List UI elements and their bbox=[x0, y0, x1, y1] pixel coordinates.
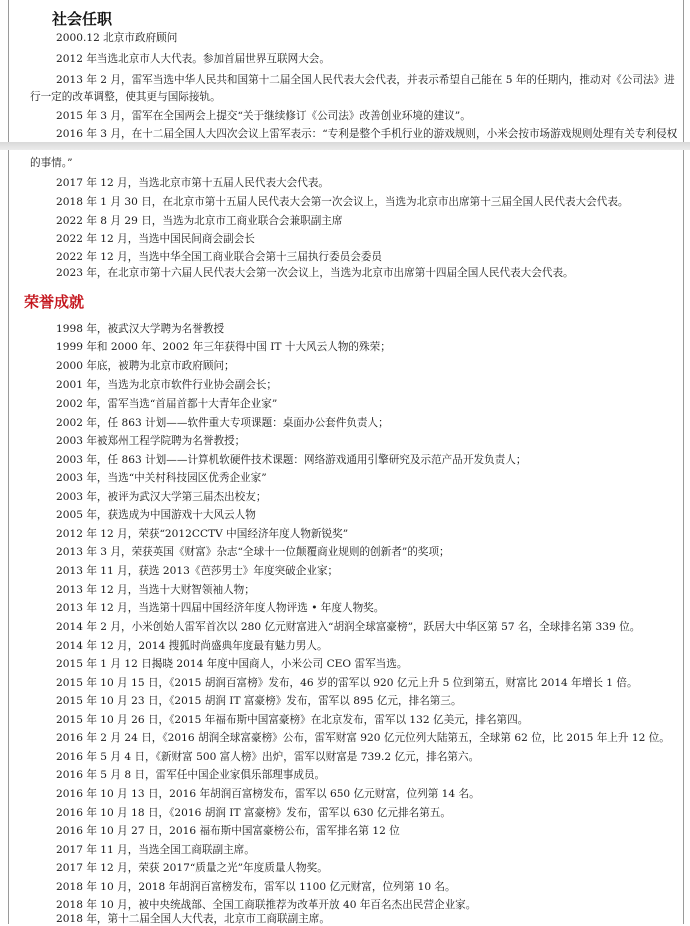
list-item: 2016 年 10 月 13 日，2016 年胡润百富榜发布，雷军以 650 亿元财富，位列第 14 名。 bbox=[56, 788, 480, 800]
list-item: 2015 年 1 月 12 日揭晓 2014 年度中国商人，小米公司 CEO 雷军当选。 bbox=[56, 658, 408, 670]
list-item: 1998 年，被武汉大学聘为名誉教授 bbox=[56, 323, 225, 335]
list-item: 2022 年 8 月 29 日，当选为北京市工商业联合会兼职副主席 bbox=[56, 215, 343, 227]
list-item-continuation: 的事情。” bbox=[30, 157, 73, 169]
list-item: 2012 年 12 月，荣获“2012CCTV 中国经济年度人物新锐奖” bbox=[56, 528, 349, 540]
list-item: 2013 年 11 月，获选 2013《芭莎男士》年度突破企业家； bbox=[56, 565, 339, 577]
list-item: 2014 年 2 月，小米创始人雷军首次以 280 亿元财富进入“胡润全球富豪榜”，跃居大中华区第 57 名，全球排名第 339 位。 bbox=[56, 621, 641, 633]
list-item: 2023 年，在北京市第十六届人民代表大会第一次会议上，当选为北京市出席第十四届全国人民代表大会代表。 bbox=[56, 267, 574, 279]
list-item: 2001 年，当选为北京市软件行业协会副会长； bbox=[56, 379, 278, 391]
list-item: 2002 年，雷军当选“首届首都十大青年企业家” bbox=[56, 398, 278, 410]
list-item: 2016 年 5 月 4 日，《新财富 500 富人榜》出炉，雷军以财富是 739.2 亿元，排名第六。 bbox=[56, 751, 480, 763]
list-item: 2000.12 北京市政府顾问 bbox=[56, 32, 178, 44]
list-item: 2013 年 12 月，当选十大财智领袖人物； bbox=[56, 584, 255, 596]
list-item: 2016 年 5 月 8 日，雷军任中国企业家俱乐部理事成员。 bbox=[56, 769, 326, 781]
list-item: 2018 年 10 月，被中央统战部、全国工商联推荐为改革开放 40 年百名杰出民营企业家。 bbox=[56, 899, 477, 911]
list-item: 2013 年 2 月，雷军当选中华人民共和国第十二届全国人民代表大会代表，并表示希望自己能在 5 年的任期内，推动对《公司法》进 bbox=[56, 74, 675, 86]
list-item: 2022 年 12 月，当选中国民间商会副会长 bbox=[56, 233, 255, 245]
list-item: 2003 年，当选“中关村科技园区优秀企业家” bbox=[56, 472, 267, 484]
list-item: 2000 年底，被聘为北京市政府顾问； bbox=[56, 360, 235, 372]
section-title-honors: 荣誉成就 bbox=[24, 293, 85, 311]
list-item: 2022 年 12 月，当选中华全国工商业联合会第十三届执行委员会委员 bbox=[56, 251, 382, 263]
list-item: 2013 年 3 月，荣获英国《财富》杂志“全球十一位颠覆商业规则的创新者”的奖项； bbox=[56, 546, 450, 558]
list-item: 2016 年 2 月 24 日，《2016 胡润全球富豪榜》公布，雷军财富 920 亿元位列大陆第五，全球第 62 位，比 2015 年上升 12 位。 bbox=[56, 732, 670, 744]
list-item: 2012 年当选北京市人大代表。参加首届世界互联网大会。 bbox=[56, 53, 330, 65]
list-item: 2003 年，任 863 计划——计算机软硬件技术课题：网络游戏通用引擎研究及示范产品开发负责人； bbox=[56, 454, 527, 466]
list-item: 2014 年 12 月，2014 搜狐时尚盛典年度最有魅力男人。 bbox=[56, 640, 328, 652]
list-item: 2018 年 10 月，2018 年胡润百富榜发布，雷军以 1100 亿元财富，位列第 10 名。 bbox=[56, 881, 456, 893]
list-item: 2015 年 10 月 26 日，《2015 年福布斯中国富豪榜》在北京发布，雷军以 132 亿美元，排名第四。 bbox=[56, 714, 529, 726]
page-separator bbox=[0, 142, 690, 150]
list-item: 2017 年 11 月，当选全国工商联副主席。 bbox=[56, 844, 255, 856]
list-item: 2018 年 1 月 30 日，在北京市第十五届人民代表大会第一次会议上，当选为北京市出席第十三届全国人民代表大会代表。 bbox=[56, 196, 629, 208]
list-item: 2016 年 3 月，在十二届全国人大四次会议上雷军表示：“专利是整个手机行业的游戏规则，小米会按市场游戏规则处理有关专利侵权 bbox=[56, 128, 678, 140]
list-item: 2017 年 12 月，当选北京市第十五届人民代表大会代表。 bbox=[56, 177, 330, 189]
list-item-continuation: 行一定的改革调整，使其更与国际接轨。 bbox=[30, 91, 221, 103]
section-title-social-positions: 社会任职 bbox=[52, 10, 113, 28]
list-item: 2015 年 10 月 15 日，《2015 胡润百富榜》发布，46 岁的雷军以 920 亿元上升 5 位到第五，财富比 2014 年增长 1 倍。 bbox=[56, 677, 638, 689]
list-item: 2003 年，被评为武汉大学第三届杰出校友； bbox=[56, 491, 267, 503]
list-item: 2016 年 10 月 18 日，《2016 胡润 IT 富豪榜》发布，雷军以 630 亿元排名第五。 bbox=[56, 807, 451, 819]
list-item: 2015 年 3 月，雷军在全国两会上提交“关于继续修订《公司法》改善创业环境的建议”。 bbox=[56, 110, 471, 122]
list-item: 2017 年 12 月，荣获 2017“质量之光”年度质量人物奖。 bbox=[56, 862, 328, 874]
list-item: 2015 年 10 月 23 日，《2015 胡润 IT 富豪榜》发布，雷军以 895 亿元，排名第三。 bbox=[56, 695, 462, 707]
list-item: 2002 年，任 863 计划——软件重大专项课题：桌面办公套件负责人； bbox=[56, 417, 389, 429]
list-item: 2016 年 10 月 27 日，2016 福布斯中国富豪榜公布，雷军排名第 12 位 bbox=[56, 825, 400, 837]
list-item: 2005 年，获选成为中国游戏十大风云人物 bbox=[56, 509, 256, 521]
list-item: 2013 年 12 月，当选第十四届中国经济年度人物评选 • 年度人物奖。 bbox=[56, 602, 385, 614]
list-item: 2003 年被郑州工程学院聘为名誉教授； bbox=[56, 435, 246, 447]
list-item: 2018 年，第十二届全国人大代表，北京市工商联副主席。 bbox=[56, 913, 330, 925]
list-item: 1999 年和 2000 年、2002 年三年获得中国 IT 十大风云人物的殊荣； bbox=[56, 341, 391, 353]
